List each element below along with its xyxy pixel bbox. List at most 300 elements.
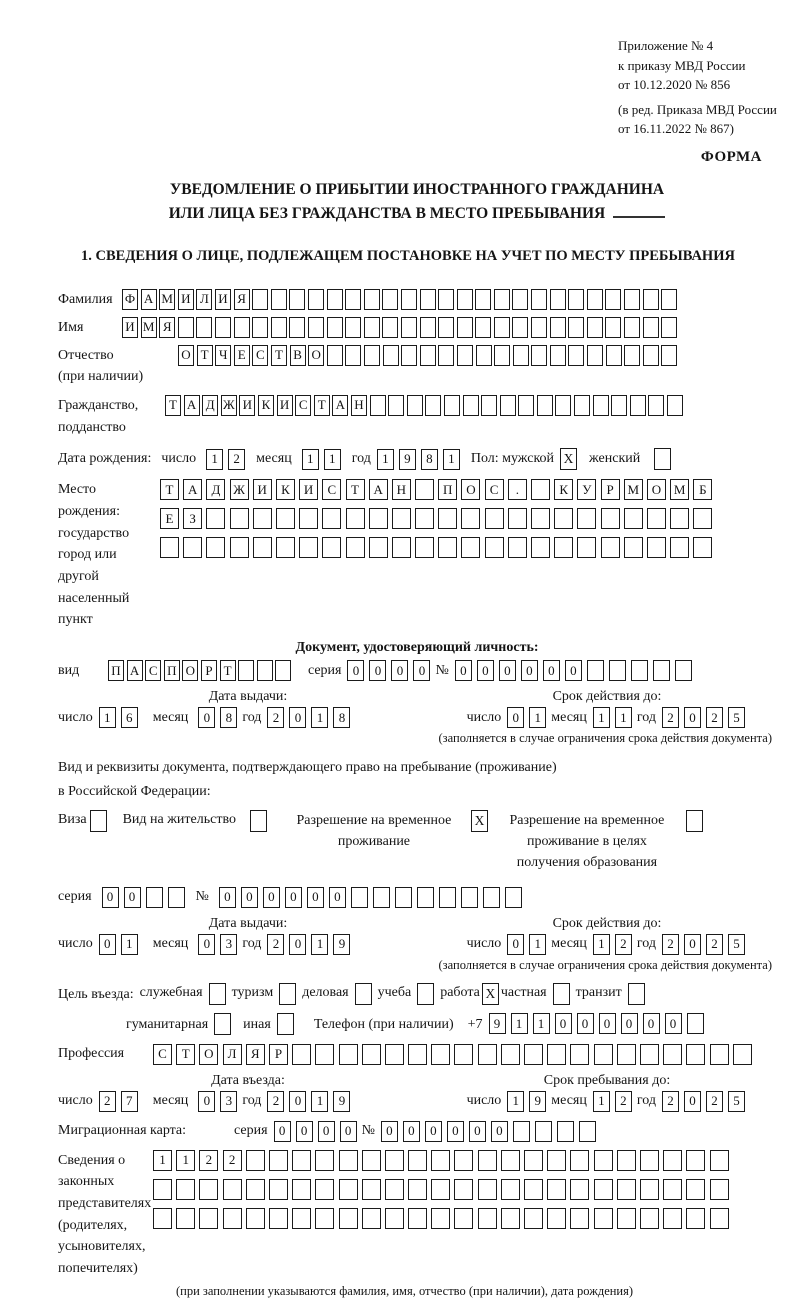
char-cell[interactable]: 0 [491, 1121, 508, 1142]
char-cell[interactable] [299, 508, 318, 529]
char-cell[interactable] [370, 395, 386, 416]
char-cell[interactable] [463, 395, 479, 416]
char-cell[interactable]: П [438, 479, 457, 500]
char-cell[interactable]: Б [693, 479, 712, 500]
char-cell[interactable] [408, 1208, 427, 1229]
char-cell[interactable] [617, 1179, 636, 1200]
char-cell[interactable] [524, 1150, 543, 1171]
char-cell[interactable] [392, 508, 411, 529]
char-cell[interactable]: У [577, 479, 596, 500]
char-cell[interactable] [710, 1179, 729, 1200]
humanitarian-checkbox[interactable] [214, 1013, 231, 1035]
char-cell[interactable] [475, 289, 491, 310]
char-cell[interactable] [339, 1179, 358, 1200]
char-cell[interactable] [362, 1179, 381, 1200]
char-cell[interactable] [587, 345, 603, 366]
char-cell[interactable] [570, 1150, 589, 1171]
char-cell[interactable]: И [253, 479, 272, 500]
char-cell[interactable] [364, 345, 380, 366]
char-cell[interactable] [292, 1179, 311, 1200]
char-cell[interactable] [160, 537, 179, 558]
char-cell[interactable]: 1 [593, 1091, 610, 1112]
char-cell[interactable] [238, 660, 254, 681]
char-cell[interactable]: Е [160, 508, 179, 529]
char-cell[interactable] [710, 1150, 729, 1171]
char-cell[interactable] [364, 289, 380, 310]
char-cell[interactable] [269, 1179, 288, 1200]
char-cell[interactable]: С [153, 1044, 172, 1065]
char-cell[interactable] [643, 317, 659, 338]
char-cell[interactable]: 0 [263, 887, 280, 908]
char-cell[interactable] [276, 537, 295, 558]
char-cell[interactable] [687, 1013, 704, 1034]
char-cell[interactable] [339, 1208, 358, 1229]
char-cell[interactable]: 0 [555, 1013, 572, 1034]
char-cell[interactable] [178, 317, 194, 338]
char-cell[interactable]: 9 [333, 1091, 350, 1112]
char-cell[interactable] [230, 537, 249, 558]
char-cell[interactable] [594, 1208, 613, 1229]
char-cell[interactable] [537, 395, 553, 416]
char-cell[interactable] [299, 537, 318, 558]
char-cell[interactable] [417, 887, 434, 908]
char-cell[interactable] [647, 537, 666, 558]
char-cell[interactable]: 7 [121, 1091, 138, 1112]
char-cell[interactable] [252, 289, 268, 310]
char-cell[interactable]: Т [176, 1044, 195, 1065]
char-cell[interactable] [269, 1150, 288, 1171]
char-cell[interactable]: М [670, 479, 689, 500]
char-cell[interactable] [593, 395, 609, 416]
char-cell[interactable] [643, 345, 659, 366]
char-cell[interactable]: Р [601, 479, 620, 500]
char-cell[interactable]: 0 [198, 934, 215, 955]
char-cell[interactable] [454, 1208, 473, 1229]
char-cell[interactable] [308, 317, 324, 338]
char-cell[interactable] [275, 660, 291, 681]
char-cell[interactable]: 2 [99, 1091, 116, 1112]
char-cell[interactable]: 2 [267, 707, 284, 728]
char-cell[interactable] [568, 345, 584, 366]
char-cell[interactable]: 1 [529, 707, 546, 728]
char-cell[interactable] [269, 1208, 288, 1229]
char-cell[interactable]: 1 [529, 934, 546, 955]
char-cell[interactable] [512, 289, 528, 310]
char-cell[interactable]: 0 [296, 1121, 313, 1142]
char-cell[interactable] [570, 1179, 589, 1200]
char-cell[interactable] [710, 1044, 729, 1065]
char-cell[interactable] [508, 508, 527, 529]
char-cell[interactable]: 1 [593, 934, 610, 955]
char-cell[interactable] [733, 1044, 752, 1065]
char-cell[interactable] [252, 317, 268, 338]
char-cell[interactable] [388, 395, 404, 416]
char-cell[interactable]: 6 [121, 707, 138, 728]
char-cell[interactable]: О [647, 479, 666, 500]
char-cell[interactable]: Т [271, 345, 287, 366]
char-cell[interactable] [385, 1208, 404, 1229]
char-cell[interactable] [494, 289, 510, 310]
char-cell[interactable]: 0 [99, 934, 116, 955]
male-checkbox[interactable]: X [560, 448, 577, 470]
char-cell[interactable] [315, 1044, 334, 1065]
char-cell[interactable]: 1 [99, 707, 116, 728]
char-cell[interactable]: 0 [684, 1091, 701, 1112]
char-cell[interactable] [438, 289, 454, 310]
char-cell[interactable] [579, 1121, 596, 1142]
char-cell[interactable]: 0 [124, 887, 141, 908]
char-cell[interactable] [587, 317, 603, 338]
char-cell[interactable] [554, 537, 573, 558]
char-cell[interactable] [475, 317, 491, 338]
char-cell[interactable] [531, 537, 550, 558]
char-cell[interactable]: М [141, 317, 157, 338]
char-cell[interactable]: 0 [391, 660, 408, 681]
work-checkbox[interactable]: X [482, 983, 499, 1005]
char-cell[interactable] [670, 537, 689, 558]
char-cell[interactable] [483, 887, 500, 908]
char-cell[interactable] [661, 345, 677, 366]
char-cell[interactable] [382, 289, 398, 310]
char-cell[interactable]: К [554, 479, 573, 500]
char-cell[interactable] [547, 1044, 566, 1065]
char-cell[interactable] [407, 395, 423, 416]
residence-permit-checkbox[interactable] [250, 810, 267, 832]
char-cell[interactable]: Л [196, 289, 212, 310]
char-cell[interactable] [385, 1044, 404, 1065]
char-cell[interactable] [315, 1208, 334, 1229]
char-cell[interactable]: 0 [543, 660, 560, 681]
char-cell[interactable]: 1 [311, 1091, 328, 1112]
char-cell[interactable]: П [108, 660, 124, 681]
char-cell[interactable] [196, 317, 212, 338]
char-cell[interactable]: 3 [220, 934, 237, 955]
char-cell[interactable]: 0 [665, 1013, 682, 1034]
char-cell[interactable] [271, 317, 287, 338]
char-cell[interactable] [577, 508, 596, 529]
char-cell[interactable]: 0 [347, 660, 364, 681]
char-cell[interactable] [461, 537, 480, 558]
char-cell[interactable] [457, 289, 473, 310]
char-cell[interactable] [693, 508, 712, 529]
char-cell[interactable]: 0 [102, 887, 119, 908]
char-cell[interactable]: А [183, 479, 202, 500]
char-cell[interactable] [351, 887, 368, 908]
char-cell[interactable] [524, 1208, 543, 1229]
char-cell[interactable] [501, 1044, 520, 1065]
char-cell[interactable]: 0 [455, 660, 472, 681]
char-cell[interactable]: 0 [413, 660, 430, 681]
char-cell[interactable] [401, 317, 417, 338]
char-cell[interactable]: 1 [121, 934, 138, 955]
char-cell[interactable]: 2 [706, 1091, 723, 1112]
char-cell[interactable]: Ф [122, 289, 138, 310]
char-cell[interactable] [686, 1179, 705, 1200]
char-cell[interactable] [605, 317, 621, 338]
char-cell[interactable] [494, 345, 510, 366]
char-cell[interactable]: 5 [728, 934, 745, 955]
char-cell[interactable] [322, 508, 341, 529]
char-cell[interactable]: 1 [153, 1150, 172, 1171]
char-cell[interactable] [508, 537, 527, 558]
char-cell[interactable] [513, 1121, 530, 1142]
char-cell[interactable] [481, 395, 497, 416]
char-cell[interactable] [253, 537, 272, 558]
char-cell[interactable] [550, 289, 566, 310]
char-cell[interactable] [223, 1208, 242, 1229]
char-cell[interactable] [401, 345, 417, 366]
char-cell[interactable]: Я [234, 289, 250, 310]
char-cell[interactable]: С [322, 479, 341, 500]
char-cell[interactable] [153, 1208, 172, 1229]
char-cell[interactable] [176, 1179, 195, 1200]
char-cell[interactable]: 0 [469, 1121, 486, 1142]
char-cell[interactable]: 0 [219, 887, 236, 908]
char-cell[interactable] [648, 395, 664, 416]
char-cell[interactable]: 8 [220, 707, 237, 728]
char-cell[interactable] [454, 1150, 473, 1171]
char-cell[interactable] [686, 1150, 705, 1171]
char-cell[interactable] [667, 395, 683, 416]
char-cell[interactable] [501, 1150, 520, 1171]
char-cell[interactable]: 0 [289, 707, 306, 728]
char-cell[interactable] [420, 317, 436, 338]
char-cell[interactable]: А [369, 479, 388, 500]
char-cell[interactable] [485, 537, 504, 558]
char-cell[interactable]: 1 [615, 707, 632, 728]
char-cell[interactable]: 1 [443, 449, 460, 470]
char-cell[interactable]: 9 [399, 449, 416, 470]
char-cell[interactable] [461, 887, 478, 908]
char-cell[interactable]: Т [314, 395, 330, 416]
char-cell[interactable]: 1 [533, 1013, 550, 1034]
char-cell[interactable] [431, 1150, 450, 1171]
char-cell[interactable]: 2 [662, 707, 679, 728]
char-cell[interactable] [587, 289, 603, 310]
char-cell[interactable]: 2 [662, 1091, 679, 1112]
char-cell[interactable] [547, 1208, 566, 1229]
char-cell[interactable] [505, 887, 522, 908]
char-cell[interactable] [327, 289, 343, 310]
char-cell[interactable]: 0 [403, 1121, 420, 1142]
char-cell[interactable] [630, 395, 646, 416]
char-cell[interactable] [168, 887, 185, 908]
char-cell[interactable]: 0 [307, 887, 324, 908]
char-cell[interactable]: Т [346, 479, 365, 500]
char-cell[interactable] [524, 1044, 543, 1065]
char-cell[interactable] [454, 1044, 473, 1065]
char-cell[interactable] [431, 1044, 450, 1065]
char-cell[interactable] [643, 289, 659, 310]
char-cell[interactable] [382, 317, 398, 338]
char-cell[interactable]: 2 [615, 934, 632, 955]
char-cell[interactable] [206, 508, 225, 529]
char-cell[interactable] [574, 395, 590, 416]
char-cell[interactable] [362, 1208, 381, 1229]
char-cell[interactable] [670, 508, 689, 529]
temp-residence-checkbox[interactable]: X [471, 810, 488, 832]
char-cell[interactable]: И [215, 289, 231, 310]
char-cell[interactable]: Н [392, 479, 411, 500]
char-cell[interactable]: Р [201, 660, 217, 681]
char-cell[interactable]: 0 [447, 1121, 464, 1142]
char-cell[interactable] [457, 317, 473, 338]
char-cell[interactable] [415, 479, 434, 500]
char-cell[interactable]: 2 [706, 707, 723, 728]
char-cell[interactable]: 2 [223, 1150, 242, 1171]
char-cell[interactable] [420, 345, 436, 366]
char-cell[interactable] [431, 1208, 450, 1229]
char-cell[interactable]: Я [159, 317, 175, 338]
char-cell[interactable] [550, 317, 566, 338]
char-cell[interactable] [617, 1150, 636, 1171]
char-cell[interactable]: 0 [499, 660, 516, 681]
char-cell[interactable]: И [299, 479, 318, 500]
char-cell[interactable] [601, 508, 620, 529]
char-cell[interactable] [518, 395, 534, 416]
char-cell[interactable] [438, 508, 457, 529]
char-cell[interactable]: А [184, 395, 200, 416]
char-cell[interactable]: Е [234, 345, 250, 366]
char-cell[interactable] [710, 1208, 729, 1229]
char-cell[interactable]: 1 [507, 1091, 524, 1112]
char-cell[interactable]: А [332, 395, 348, 416]
char-cell[interactable] [624, 317, 640, 338]
char-cell[interactable] [408, 1179, 427, 1200]
char-cell[interactable] [408, 1150, 427, 1171]
char-cell[interactable]: 1 [311, 934, 328, 955]
char-cell[interactable] [315, 1150, 334, 1171]
char-cell[interactable] [494, 317, 510, 338]
char-cell[interactable] [686, 1044, 705, 1065]
char-cell[interactable]: 0 [318, 1121, 335, 1142]
char-cell[interactable] [425, 395, 441, 416]
char-cell[interactable]: 0 [643, 1013, 660, 1034]
char-cell[interactable]: М [159, 289, 175, 310]
char-cell[interactable]: 0 [289, 934, 306, 955]
char-cell[interactable]: Я [246, 1044, 265, 1065]
char-cell[interactable]: 0 [381, 1121, 398, 1142]
char-cell[interactable]: 1 [311, 707, 328, 728]
char-cell[interactable] [550, 345, 566, 366]
char-cell[interactable] [568, 317, 584, 338]
char-cell[interactable]: А [127, 660, 143, 681]
char-cell[interactable]: К [258, 395, 274, 416]
char-cell[interactable] [570, 1044, 589, 1065]
char-cell[interactable]: 2 [662, 934, 679, 955]
char-cell[interactable]: А [141, 289, 157, 310]
char-cell[interactable]: 0 [198, 1091, 215, 1112]
char-cell[interactable] [568, 289, 584, 310]
char-cell[interactable] [322, 537, 341, 558]
char-cell[interactable] [500, 395, 516, 416]
char-cell[interactable] [206, 537, 225, 558]
char-cell[interactable] [531, 508, 550, 529]
char-cell[interactable] [346, 508, 365, 529]
char-cell[interactable] [693, 537, 712, 558]
char-cell[interactable] [661, 289, 677, 310]
char-cell[interactable]: 2 [228, 449, 245, 470]
char-cell[interactable]: 0 [340, 1121, 357, 1142]
char-cell[interactable]: 2 [267, 1091, 284, 1112]
private-checkbox[interactable] [553, 983, 570, 1005]
char-cell[interactable] [385, 1150, 404, 1171]
char-cell[interactable] [640, 1208, 659, 1229]
char-cell[interactable] [524, 1179, 543, 1200]
char-cell[interactable] [557, 1121, 574, 1142]
char-cell[interactable] [478, 1044, 497, 1065]
char-cell[interactable]: 1 [302, 449, 319, 470]
char-cell[interactable] [661, 317, 677, 338]
official-checkbox[interactable] [209, 983, 226, 1005]
char-cell[interactable] [512, 317, 528, 338]
char-cell[interactable]: Т [160, 479, 179, 500]
char-cell[interactable] [501, 1179, 520, 1200]
char-cell[interactable] [663, 1179, 682, 1200]
char-cell[interactable]: 3 [220, 1091, 237, 1112]
char-cell[interactable] [431, 1179, 450, 1200]
char-cell[interactable] [362, 1044, 381, 1065]
char-cell[interactable]: 0 [684, 934, 701, 955]
char-cell[interactable] [289, 289, 305, 310]
study-checkbox[interactable] [417, 983, 434, 1005]
char-cell[interactable]: Д [206, 479, 225, 500]
char-cell[interactable] [594, 1044, 613, 1065]
char-cell[interactable] [369, 537, 388, 558]
char-cell[interactable] [408, 1044, 427, 1065]
char-cell[interactable]: 0 [599, 1013, 616, 1034]
char-cell[interactable] [663, 1044, 682, 1065]
char-cell[interactable] [611, 395, 627, 416]
char-cell[interactable] [485, 508, 504, 529]
char-cell[interactable]: 1 [593, 707, 610, 728]
char-cell[interactable] [289, 317, 305, 338]
transit-checkbox[interactable] [628, 983, 645, 1005]
char-cell[interactable]: О [182, 660, 198, 681]
char-cell[interactable] [606, 345, 622, 366]
char-cell[interactable]: 0 [507, 934, 524, 955]
char-cell[interactable]: И [122, 317, 138, 338]
char-cell[interactable] [531, 479, 550, 500]
char-cell[interactable] [555, 395, 571, 416]
char-cell[interactable] [215, 317, 231, 338]
char-cell[interactable] [438, 537, 457, 558]
char-cell[interactable]: 0 [241, 887, 258, 908]
char-cell[interactable] [444, 395, 460, 416]
char-cell[interactable] [457, 345, 473, 366]
char-cell[interactable]: И [178, 289, 194, 310]
female-checkbox[interactable] [654, 448, 671, 470]
char-cell[interactable] [631, 660, 648, 681]
char-cell[interactable]: 0 [477, 660, 494, 681]
char-cell[interactable]: 0 [329, 887, 346, 908]
char-cell[interactable]: 0 [369, 660, 386, 681]
temp-residence-education-checkbox[interactable] [686, 810, 703, 832]
char-cell[interactable] [373, 887, 390, 908]
char-cell[interactable]: 5 [728, 707, 745, 728]
char-cell[interactable]: 9 [489, 1013, 506, 1034]
char-cell[interactable]: С [252, 345, 268, 366]
char-cell[interactable] [315, 1179, 334, 1200]
char-cell[interactable]: В [290, 345, 306, 366]
char-cell[interactable] [640, 1044, 659, 1065]
char-cell[interactable]: П [164, 660, 180, 681]
char-cell[interactable] [605, 289, 621, 310]
char-cell[interactable] [554, 508, 573, 529]
char-cell[interactable] [531, 317, 547, 338]
char-cell[interactable] [415, 508, 434, 529]
char-cell[interactable]: 2 [199, 1150, 218, 1171]
